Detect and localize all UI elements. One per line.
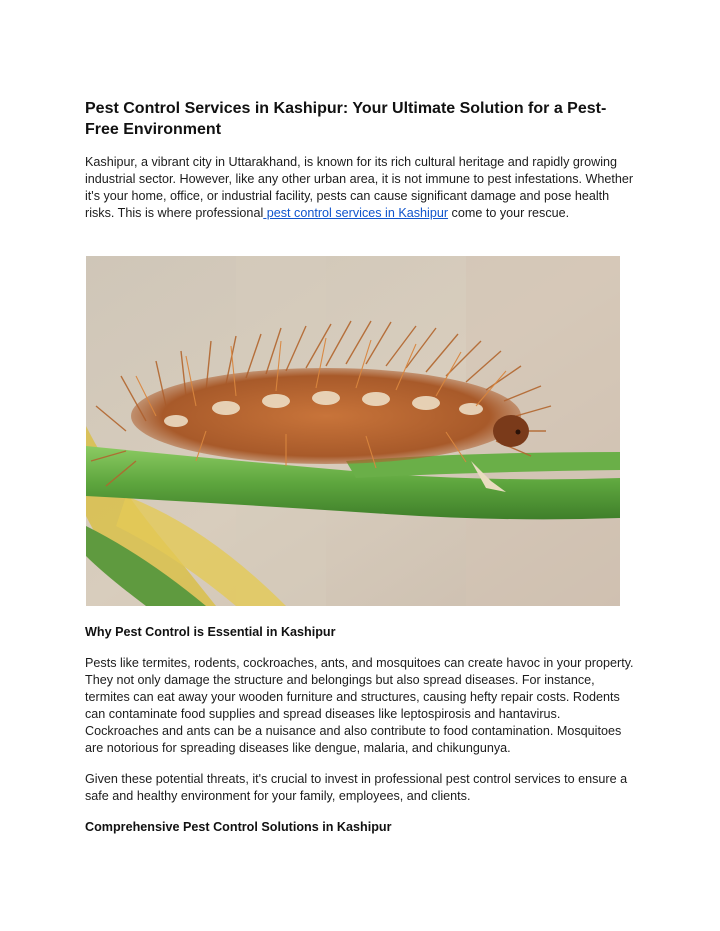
page-title: Pest Control Services in Kashipur: Your Ultimate Solution for a Pest-Free Environment bbox=[85, 100, 607, 138]
intro-paragraph bbox=[85, 154, 637, 222]
pest-control-link[interactable]: pest control services in Kashipur bbox=[263, 206, 449, 220]
article-header bbox=[85, 98, 637, 222]
section-paragraph-invest: Given these potential threats, it's crucial to invest in professional pest control services to ensure a safe and healthy environment for your family, employees, and clients. bbox=[85, 772, 628, 803]
section-paragraph-threats: Pests like termites, rodents, cockroaches, ants, and mosquitoes can create havoc in your property. They not only damage the structure and belongings but also spread diseases. For instance, termites can eat away your wooden furniture and structures, causing hefty repair costs. Rodents can contaminate food supplies and spread diseases like leptospirosis and hantavirus. Cockroaches and ants can be a nuisance and also contribute to food contamination. Mosquitoes are notorious for spreading diseases like dengue, malaria, and chikungunya. bbox=[85, 656, 634, 755]
section-heading-solutions: Comprehensive Pest Control Solutions in Kashipur bbox=[85, 820, 392, 834]
caterpillar-photo bbox=[86, 256, 620, 606]
intro-text-end: come to your rescue. bbox=[448, 206, 570, 220]
intro-text: Kashipur, a vibrant city in Uttarakhand, is known for its rich cultural heritage and rapidly growing industrial sector. However, like any other urban area, it is not immune to pest infestations. Whether it's your home, office, or industrial facility, pests can cause significant damage and pose health risks. This is where professional bbox=[85, 155, 634, 220]
section-why-pest-control bbox=[85, 624, 637, 836]
section-heading-why: Why Pest Control is Essential in Kashipur bbox=[85, 625, 336, 639]
